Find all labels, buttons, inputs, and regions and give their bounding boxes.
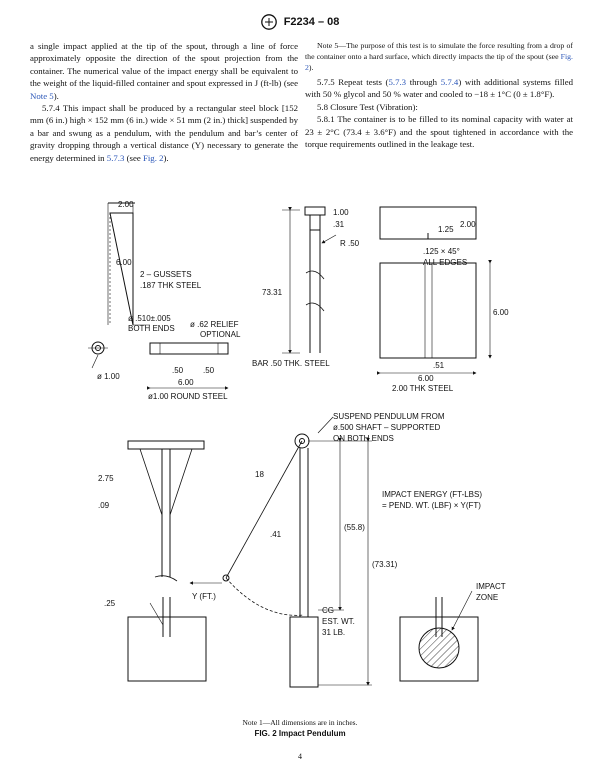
standard-number: F2234 – 08 — [283, 15, 340, 28]
shaft-dia-100: ø 1.00 — [97, 372, 120, 381]
paragraph-5-7-4: 5.7.4 This impact shall be produced by a rectangular steel block [152 mm (6 in.) high × 152 mm (6 in.) wide × 51 mm (2 in.) thick] suspended by a bar and swung as a pendulum, with the pendulum and bar’s center of gravity dropping through a vertical distance (Y) necessary to generate the energy determined in 5.7.3 (see Fig. 2). — [30, 103, 298, 163]
shaft-relief-optional: OPTIONAL — [200, 330, 241, 339]
shaft-label: ø1.00 ROUND STEEL — [148, 392, 228, 401]
impact-zone-label: ZONE — [476, 593, 499, 602]
impact-zone-view — [400, 591, 478, 681]
gusset-dim-height: 6.00 — [116, 258, 132, 267]
shaft-detail — [88, 342, 228, 388]
astm-logo-icon — [261, 14, 277, 30]
link-fig2[interactable]: Fig. 2 — [142, 152, 164, 163]
block-dim-200: 2.00 — [460, 220, 476, 229]
assembly-view — [128, 441, 206, 681]
bar-dim-1: 1.00 — [333, 208, 349, 217]
y-ft-label: Y (FT.) — [192, 592, 216, 601]
susp-note-1: SUSPEND PENDULUM FROM — [333, 412, 445, 421]
paragraph-5-7-5: 5.7.5 Repeat tests (5.7.3 through 5.7.4) with additional systems filled with 50 % glycol and 50 % water and cooled to −18 ± 1°C (0 ± 1.8°F). — [305, 77, 574, 100]
weld-18: 18 — [255, 470, 264, 479]
pendulum-swing-view — [190, 417, 372, 687]
susp-note-2: ø.500 SHAFT – SUPPORTED — [333, 423, 441, 432]
shaft-both-ends: BOTH ENDS — [128, 324, 175, 333]
page-header — [0, 14, 600, 30]
gusset-dim-top: 2.00 — [118, 200, 134, 209]
dim-41: .41 — [270, 530, 282, 539]
bar-dim-2: .31 — [333, 220, 345, 229]
impact-pendulum-drawing — [0, 185, 600, 725]
note-1: Note 1—All dimensions are in inches. — [242, 718, 358, 727]
paragraph-impact: a single impact applied at the tip of the spout, through a line of force approximately opposite the direction of the spout projection from the container. The numerical value of the impact energy shall be equivalent to the weight of the liquid-filled container and spout expressed in J (ft-lb) (see Note 5). — [30, 41, 298, 101]
shaft-dia-tol: ø .510±.005 — [128, 314, 171, 323]
assembly-weld25: .25 — [104, 599, 116, 608]
block-dim-51: .51 — [433, 361, 445, 370]
assembly-dim275: 2.75 — [98, 474, 114, 483]
block-dim-width: 6.00 — [418, 374, 434, 383]
gusset-material: .187 THK STEEL — [140, 281, 202, 290]
figure-title: FIG. 2 Impact Pendulum — [254, 729, 346, 738]
bar-detail — [282, 207, 336, 353]
shaft-d600: 6.00 — [178, 378, 194, 387]
block-chamfer: .125 × 45° — [423, 247, 460, 256]
gusset-label: 2 – GUSSETS — [140, 270, 192, 279]
bar-length: 73.31 — [262, 288, 283, 297]
block-dim-125: 1.25 — [438, 225, 454, 234]
block-detail — [380, 207, 490, 373]
link-5-7-3[interactable]: 5.7.3 — [106, 152, 125, 163]
impact-energy-2: = PEND. WT. (LBF) × Y(FT) — [382, 501, 481, 510]
note-5: Note 5—The purpose of this test is to simulate the force resulting from a drop of the container onto a hard surface, which directly impacts the tip of the spout (see Fig. 2). — [305, 41, 573, 72]
impact-energy-1: IMPACT ENERGY (FT-LBS) — [382, 490, 483, 499]
bar-radius: R .50 — [340, 239, 360, 248]
impact-label: IMPACT — [476, 582, 506, 591]
block-label: 2.00 THK STEEL — [392, 384, 454, 393]
susp-note-3: ON BOTH ENDS — [333, 434, 394, 443]
shaft-relief: ø .62 RELIEF — [190, 320, 239, 329]
link-5-7-4[interactable]: 5.7.4 — [440, 77, 459, 87]
bar-label: BAR .50 THK. STEEL — [252, 359, 330, 368]
right-column — [305, 40, 573, 150]
link-fig2-note[interactable]: Fig. 2 — [305, 52, 573, 72]
block-chamfer-edges: ALL EDGES — [423, 258, 468, 267]
left-column — [30, 40, 298, 164]
link-5-7-3b[interactable]: 5.7.3 — [388, 77, 407, 87]
link-note5[interactable]: Note 5 — [30, 90, 54, 101]
dim-7331: (73.31) — [372, 560, 398, 569]
est-wt-label: EST. WT. — [322, 617, 355, 626]
page-number: 4 — [298, 752, 302, 761]
weight-label: 31 LB. — [322, 628, 346, 637]
block-dim-height: 6.00 — [493, 308, 509, 317]
dim-558: (55.8) — [344, 523, 365, 532]
paragraph-5-8-1: 5.8.1 The container is to be filled to its nominal capacity with water at 23 ± 2°C (73.4 ± 3.6°F) and the spout tightened in accordance with the torque requirements outlined in the leakage test. — [305, 114, 573, 150]
assembly-dim09: .09 — [98, 501, 110, 510]
shaft-d50a: .50 — [172, 366, 184, 375]
shaft-d50b: .50 — [203, 366, 215, 375]
heading-5-8: 5.8 Closure Test (Vibration): — [317, 101, 418, 112]
cg-label: CG — [322, 606, 334, 615]
